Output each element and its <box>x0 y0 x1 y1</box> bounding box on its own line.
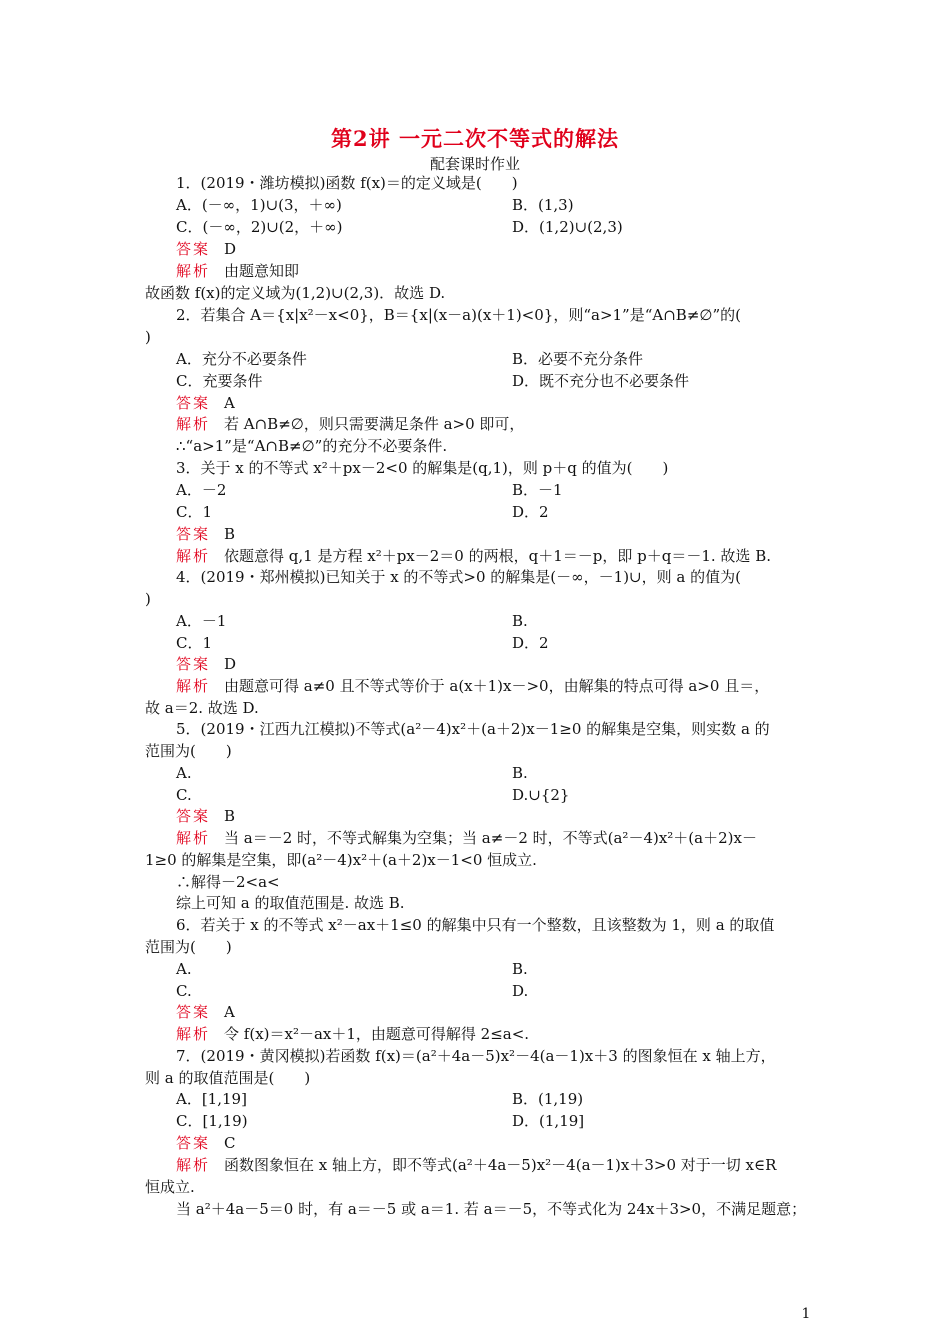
q4-analysis <box>176 676 769 696</box>
q4-stem: 4．(2019・郑州模拟)已知关于 x 的不等式>0 的解集是(－∞，－1)∪，则 a 的值为( <box>176 568 741 586</box>
q2-answer-value: A <box>224 394 235 412</box>
analysis-label: 解析 <box>176 1025 211 1043</box>
analysis-label: 解析 <box>176 547 211 565</box>
q6-option-c: C. <box>176 982 192 1000</box>
page-subtitle: 配套课时作业 <box>429 155 520 173</box>
q6-answer <box>176 1002 235 1022</box>
q3-option-a: A．－2 <box>176 481 227 499</box>
page-number: 1 <box>801 1306 811 1322</box>
answer-label: 答案 <box>176 1134 211 1152</box>
q6-answer-value: A <box>224 1003 235 1021</box>
q5-answer <box>176 806 235 826</box>
q5-option-d: D.∪{2} <box>512 786 570 804</box>
q7-answer <box>176 1133 236 1153</box>
q6-option-a: A. <box>176 960 192 978</box>
q6-analysis <box>176 1024 529 1044</box>
q6-option-b: B. <box>512 960 528 978</box>
q7-stem: 7．(2019・黄冈模拟)若函数 f(x)＝(a²＋4a－5)x²－4(a－1)x＋3 的图象恒在 x 轴上方， <box>176 1047 776 1065</box>
answer-label: 答案 <box>176 655 211 673</box>
q4-analysis-text: 由题意可得 a≠0 且不等式等价于 a(x＋1)x－>0，由解集的特点可得 a>0 且＝， <box>224 677 770 695</box>
q4-option-b: B. <box>512 612 528 630</box>
answer-label: 答案 <box>176 394 211 412</box>
answer-label: 答案 <box>176 1003 211 1021</box>
answer-label: 答案 <box>176 807 211 825</box>
q3-analysis-text: 依题意得 q,1 是方程 x²＋px－2＝0 的两根，q＋1＝－p，即 p＋q＝－1. 故选 B. <box>224 547 771 565</box>
q6-stem: 6．若关于 x 的不等式 x²－ax＋1≤0 的解集中只有一个整数，且该整数为 1，则 a 的取值 <box>176 916 775 934</box>
q1-analysis-text: 由题意知即 <box>224 262 300 280</box>
q4-conclusion: 故 a＝2. 故选 D. <box>145 699 259 717</box>
q3-analysis <box>176 546 771 566</box>
q3-answer <box>176 524 235 544</box>
q1-analysis <box>176 261 299 281</box>
q6-analysis-text: 令 f(x)＝x²－ax＋1，由题意可得解得 2≤a<. <box>224 1025 530 1043</box>
q5-solve-line: ∴解得－2<a< <box>176 873 280 891</box>
q7-analysis-text: 函数图象恒在 x 轴上方，即不等式(a²＋4a－5)x²－4(a－1)x＋3>0 对于一切 x∈R <box>224 1156 777 1174</box>
analysis-label: 解析 <box>176 1156 211 1174</box>
page-title: 第2讲 一元二次不等式的解法 <box>331 126 619 151</box>
q3-stem: 3．关于 x 的不等式 x²＋px－2<0 的解集是(q,1)，则 p＋q 的值为( ) <box>176 459 669 477</box>
q5-analysis-text: 当 a＝－2 时，不等式解集为空集；当 a≠－2 时，不等式(a²－4)x²＋(a＋2)x－ <box>224 829 757 847</box>
q4-stem-end: ) <box>145 590 151 608</box>
q7-option-d: D．(1,19] <box>512 1112 585 1130</box>
analysis-label: 解析 <box>176 677 211 695</box>
q2-option-a: A．充分不必要条件 <box>176 350 307 368</box>
q5-conclusion: 综上可知 a 的取值范围是. 故选 B. <box>176 894 405 912</box>
q1-option-d: D．(1,2)∪(2,3) <box>512 218 623 236</box>
q2-option-d: D．既不充分也不必要条件 <box>512 372 690 390</box>
answer-label: 答案 <box>176 240 211 258</box>
q7-analysis-cont: 恒成立. <box>145 1178 195 1196</box>
q2-conclusion: ∴“a>1”是“A∩B≠∅”的充分不必要条件. <box>176 437 448 455</box>
q2-answer <box>176 393 235 413</box>
q1-answer-value: D <box>224 240 237 258</box>
q2-analysis-text: 若 A∩B≠∅，则只需要满足条件 a>0 即可， <box>224 415 525 433</box>
q5-option-a: A. <box>176 764 192 782</box>
q5-analysis <box>176 828 757 848</box>
q3-option-d: D．2 <box>512 503 549 521</box>
q4-option-d: D．2 <box>512 634 549 652</box>
q7-analysis <box>176 1155 776 1175</box>
analysis-label: 解析 <box>176 829 211 847</box>
q4-answer-value: D <box>224 655 237 673</box>
q7-option-b: B．(1,19) <box>512 1090 584 1108</box>
q5-analysis-cont: 1≥0 的解集是空集，即(a²－4)x²＋(a＋2)x－1<0 恒成立. <box>145 851 537 869</box>
q5-answer-value: B <box>224 807 236 825</box>
q2-stem-end: ) <box>145 328 151 346</box>
q1-answer <box>176 239 236 259</box>
q7-case-line: 当 a²＋4a－5＝0 时，有 a＝－5 或 a＝1. 若 a＝－5，不等式化为 24x＋3>0，不满足题意； <box>176 1200 807 1218</box>
analysis-label: 解析 <box>176 262 211 280</box>
q6-option-d: D. <box>512 982 529 1000</box>
analysis-label: 解析 <box>176 415 211 433</box>
q7-stem-end: 则 a 的取值范围是( ) <box>145 1069 311 1087</box>
q5-stem: 5．(2019・江西九江模拟)不等式(a²－4)x²＋(a＋2)x－1≥0 的解集是空集，则实数 a 的 <box>176 720 770 738</box>
q4-answer <box>176 654 236 674</box>
q5-option-b: B. <box>512 764 528 782</box>
q3-option-b: B．－1 <box>512 481 563 499</box>
q1-stem: 1．(2019・潍坊模拟)函数 f(x)＝的定义域是( ) <box>176 174 518 192</box>
q5-option-c: C. <box>176 786 192 804</box>
q2-stem: 2．若集合 A＝{x|x²－x<0}，B＝{x|(x－a)(x＋1)<0}，则“a>1”是“A∩B≠∅”的( <box>176 306 741 324</box>
q2-option-c: C．充要条件 <box>176 372 263 390</box>
answer-label: 答案 <box>176 525 211 543</box>
q4-option-a: A．－1 <box>176 612 227 630</box>
q5-stem-end: 范围为( ) <box>145 742 232 760</box>
q4-option-c: C．1 <box>176 634 213 652</box>
q1-conclusion: 故函数 f(x)的定义域为(1,2)∪(2,3)．故选 D. <box>145 284 446 302</box>
q3-option-c: C．1 <box>176 503 213 521</box>
q6-stem-end: 范围为( ) <box>145 938 232 956</box>
q7-answer-value: C <box>224 1134 236 1152</box>
q7-option-a: A．[1,19] <box>176 1090 247 1108</box>
q1-option-a: A．(－∞，1)∪(3，＋∞) <box>176 196 342 214</box>
q2-analysis <box>176 414 524 434</box>
q7-option-c: C．[1,19) <box>176 1112 248 1130</box>
q1-option-b: B．(1,3) <box>512 196 574 214</box>
q1-option-c: C．(－∞，2)∪(2，＋∞) <box>176 218 343 236</box>
q3-answer-value: B <box>224 525 236 543</box>
q2-option-b: B．必要不充分条件 <box>512 350 644 368</box>
